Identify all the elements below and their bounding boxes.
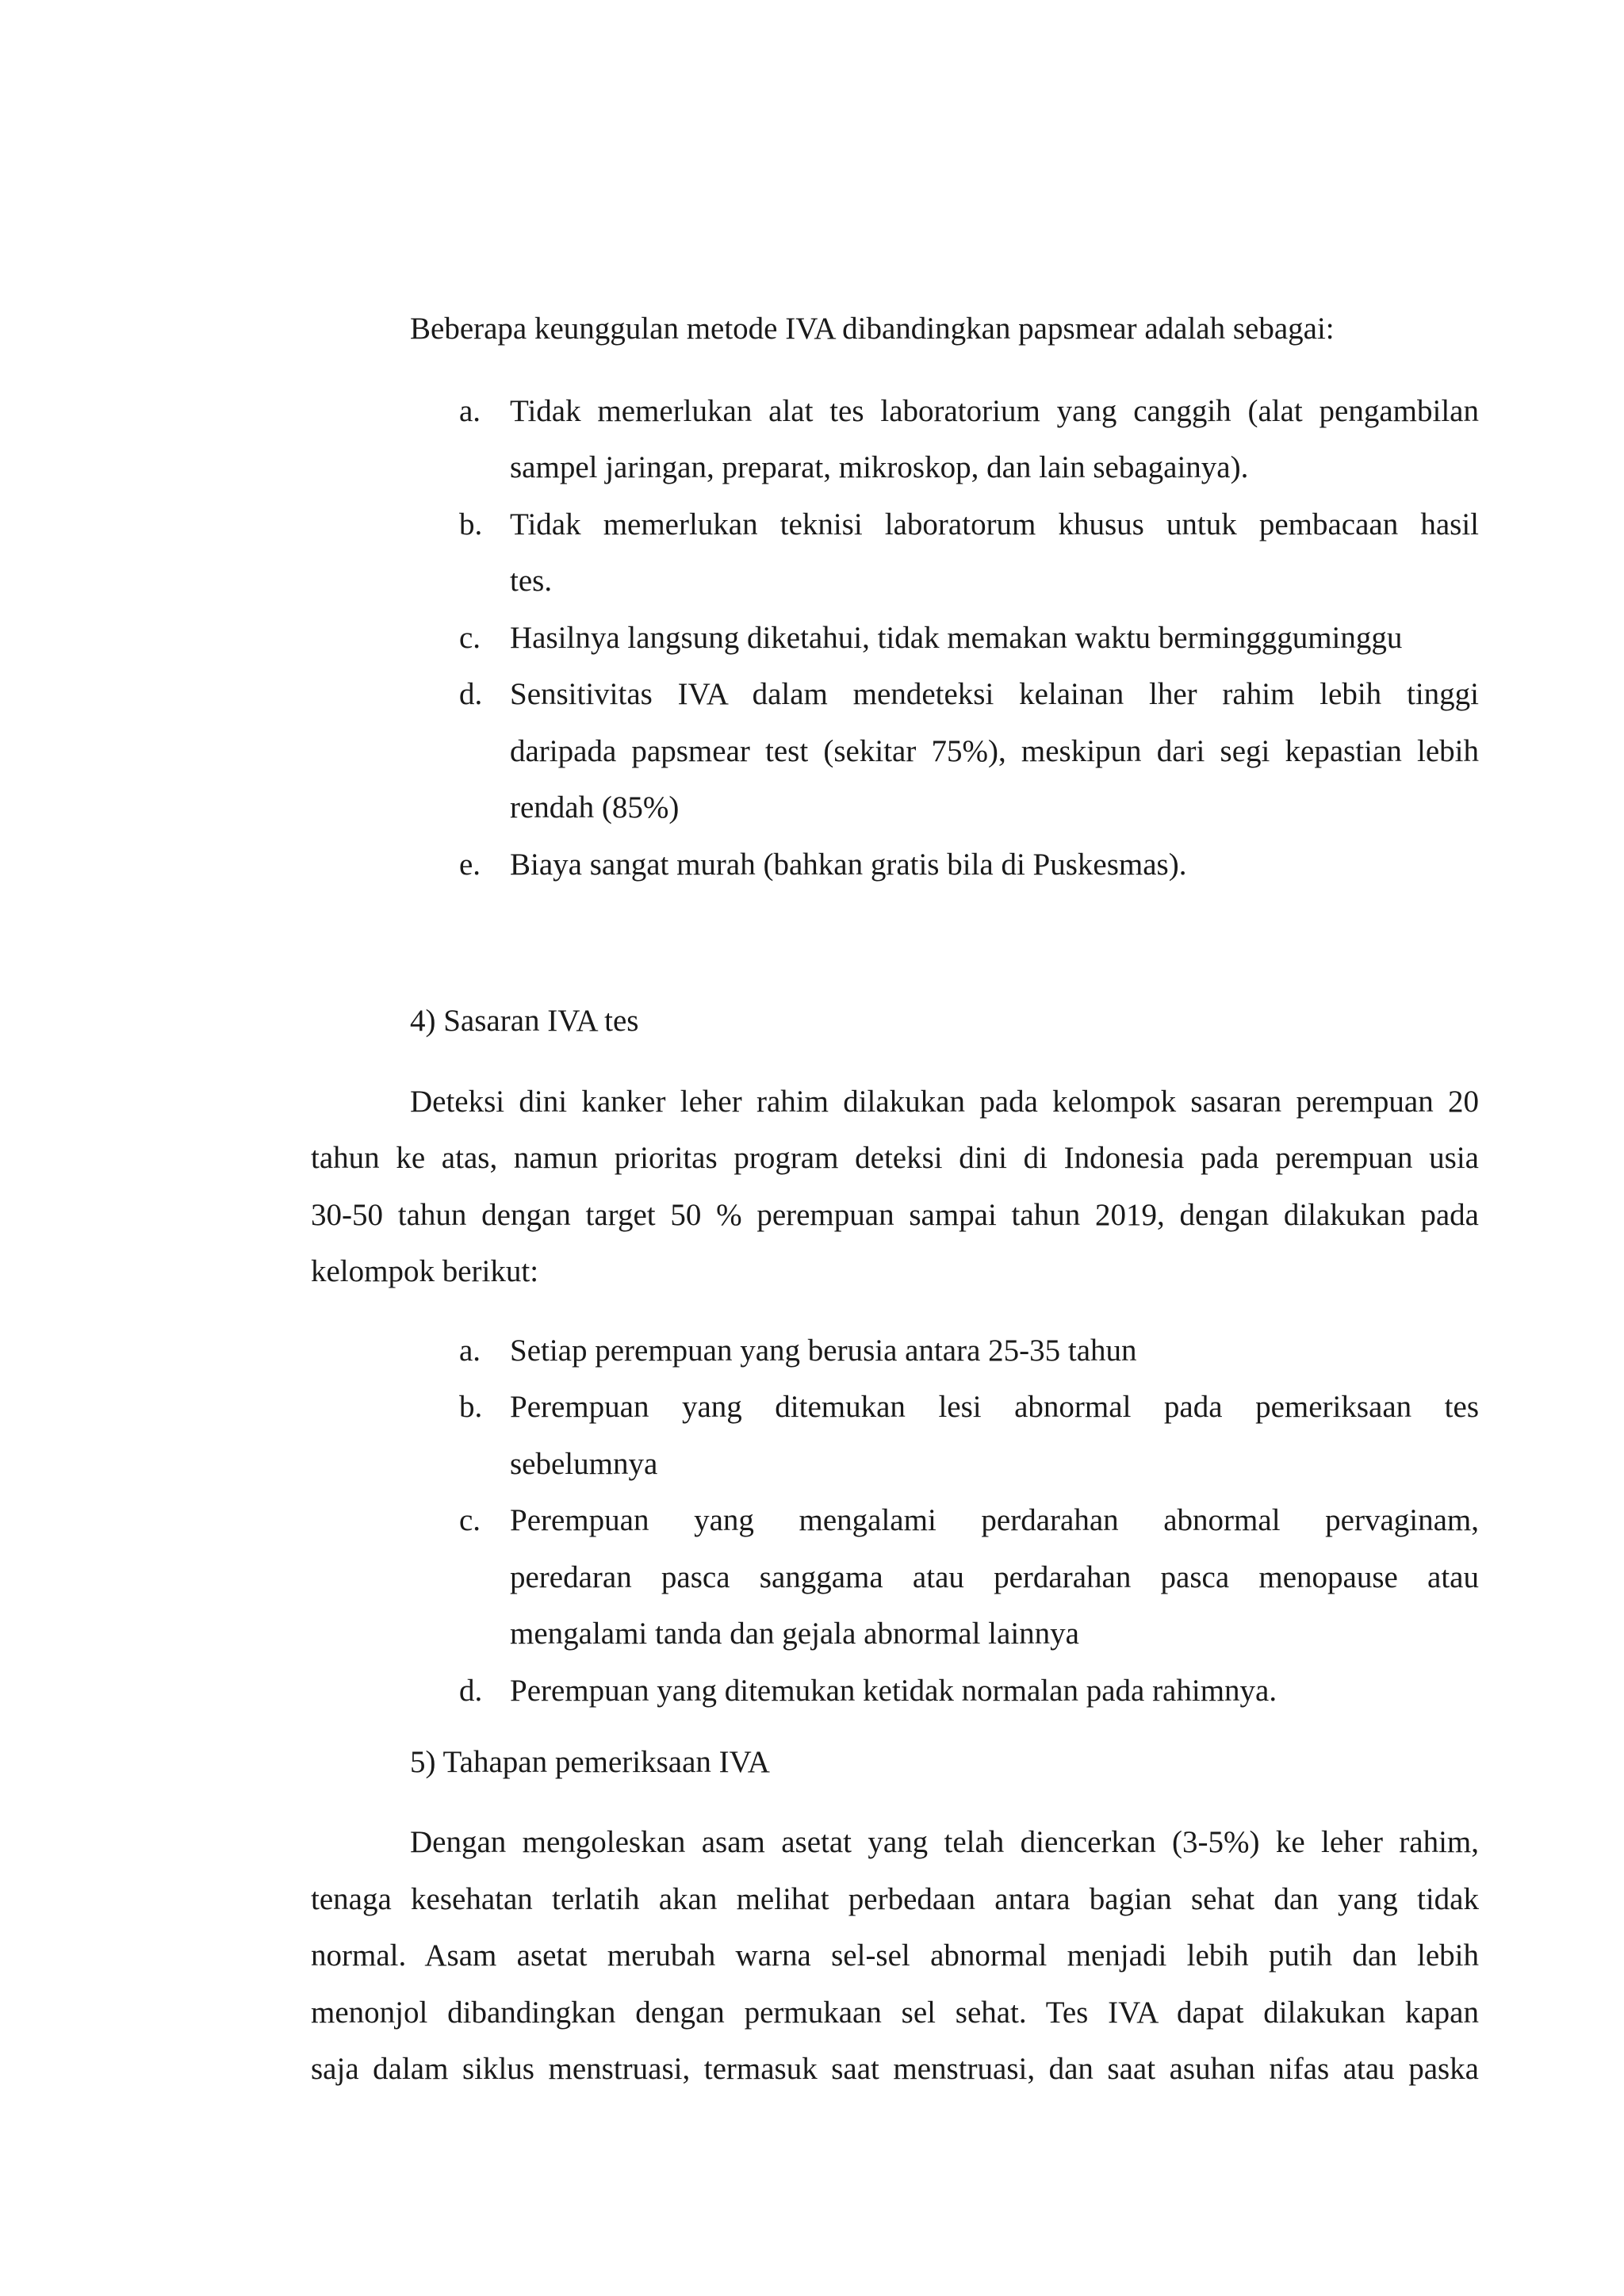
paragraph-line: menonjol dibandingkan dengan permukaan sel sehat. Tes IVA dapat dilakukan kapan (311, 1996, 1479, 2030)
list-item-line: sampel jaringan, preparat, mikroskop, dan lain sebagainya). (510, 450, 1249, 484)
paragraph-line: normal. Asam asetat merubah warna sel-sel abnormal menjadi lebih putih dan lebih (311, 1938, 1479, 1973)
list-item-line: Perempuan yang mengalami perdarahan abnormal pervaginam, (510, 1503, 1479, 1537)
list-item-line: sebelumnya (510, 1447, 658, 1481)
list-item-line: Biaya sangat murah (bahkan gratis bila di Puskesmas). (510, 848, 1187, 882)
paragraph-line: Dengan mengoleskan asam asetat yang telah diencerkan (3-5%) ke leher rahim, (410, 1825, 1479, 1859)
paragraph-line: kelompok berikut: (311, 1254, 539, 1288)
list-item-line: tes. (510, 564, 553, 598)
list-item-line: Setiap perempuan yang berusia antara 25-35 tahun (510, 1334, 1137, 1368)
list-item-line: rendah (85%) (510, 790, 680, 825)
list-item-line: daripada papsmear test (sekitar 75%), meskipun dari segi kepastian lebih (510, 734, 1479, 768)
list-marker: c. (459, 621, 481, 655)
paragraph-line: tahun ke atas, namun prioritas program deteksi dini di Indonesia pada perempuan usia (311, 1141, 1479, 1175)
section-heading: 4) Sasaran IVA tes (410, 1004, 639, 1038)
intro-text: Beberapa keunggulan metode IVA dibandingkan papsmear adalah sebagai: (410, 312, 1335, 346)
paragraph-line: tenaga kesehatan terlatih akan melihat perbedaan antara bagian sehat dan yang tidak (311, 1882, 1479, 1916)
paragraph-line: saja dalam siklus menstruasi, termasuk saat menstruasi, dan saat asuhan nifas atau paska (311, 2052, 1479, 2086)
list-item-line: Tidak memerlukan alat tes laboratorium yang canggih (alat pengambilan (510, 394, 1479, 428)
list-item-line: Sensitivitas IVA dalam mendeteksi kelainan lher rahim lebih tinggi (510, 677, 1479, 711)
list-marker: a. (459, 394, 481, 428)
list-marker: e. (459, 848, 481, 882)
section-heading: 5) Tahapan pemeriksaan IVA (410, 1745, 770, 1779)
paragraph-line: Deteksi dini kanker leher rahim dilakukan pada kelompok sasaran perempuan 20 (410, 1085, 1479, 1119)
list-item-line: Perempuan yang ditemukan ketidak normalan pada rahimnya. (510, 1674, 1277, 1708)
list-marker: b. (459, 507, 483, 541)
paragraph-line: 30-50 tahun dengan target 50 % perempuan sampai tahun 2019, dengan dilakukan pada (311, 1198, 1479, 1232)
list-item-line: mengalami tanda dan gejala abnormal lainnya (510, 1617, 1079, 1651)
list-marker: a. (459, 1334, 481, 1368)
list-marker: d. (459, 1674, 483, 1708)
list-marker: c. (459, 1503, 481, 1537)
list-marker: b. (459, 1390, 483, 1424)
list-item-line: Hasilnya langsung diketahui, tidak memakan waktu berminggguminggu (510, 621, 1403, 655)
list-item-line: Perempuan yang ditemukan lesi abnormal pada pemeriksaan tes (510, 1390, 1479, 1424)
list-marker: d. (459, 677, 483, 711)
list-item-line: Tidak memerlukan teknisi laboratorum khusus untuk pembacaan hasil (510, 507, 1479, 541)
list-item-line: peredaran pasca sanggama atau perdarahan pasca menopause atau (510, 1560, 1479, 1594)
